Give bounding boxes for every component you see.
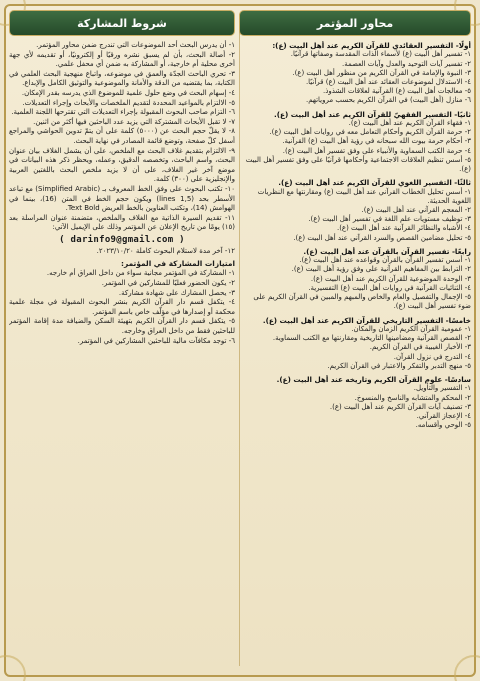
axis-item: ٥- معالجات أهل البيت (ع) القرآنية لعلاقات الشذوذ.: [323, 87, 471, 96]
axis-title: سادسًا- علوم القرآن الكريم وتاريخه عند أهل البيت (ع).: [276, 374, 471, 384]
axis-title: ثانيًا- التفسير الفقهيّ للقرآن الكريم عند أهل البيت (ع).: [274, 109, 471, 119]
axis-item: ١- عمومية القرآن الكريم الزمان والمكان.: [351, 324, 471, 333]
privilege-item: ١- المشاركة في المؤتمر مجانية سواء من داخل العراق أم خارجه.: [46, 269, 235, 278]
privileges-title: امتيازات المشاركة في المؤتمر:: [121, 259, 235, 269]
condition-item: ٣- تحري الباحث الجدّة والعمق في موضوعه، واتباع منهجية البحث العلمي في الكتابة، بما يقتضيه من الدقة والأمانة والموضوعية والتوثيق الكامل والإبداع.: [9, 69, 235, 88]
conditions-header: شروط المشاركة: [9, 10, 235, 36]
axis-item: ٣- النبوة والإمامة في القرآن الكريم من منظور أهل البيت (ع).: [292, 68, 471, 77]
axis-section: [239, 178, 471, 243]
axis-item: ٥- منهج التدبر والتفكر والاعتبار في القرآن الكريم.: [327, 361, 471, 370]
axis-title: خامسًا- التفسير التاريخي للقرآن الكريم عند أهل البيت (ع).: [262, 315, 471, 325]
axis-title: ثالثًا- التفسير اللغوي للقرآن الكريم عند أهل البيت (ع).: [278, 178, 471, 188]
privilege-item: ٣- يحصل المشارك على شهادة مشاركة.: [118, 288, 235, 297]
axis-item: ٤- الثنائيات القرآنية في روايات أهل البيت (ع) التفسيرية.: [308, 283, 471, 292]
privilege-item: ٢- يكون الحضور فعليًا للمشاركين في المؤتمر.: [101, 279, 235, 288]
axis-item: ٤- التدرج في نزول القرآن.: [393, 352, 471, 361]
axis-item: ٢- حرمة القرآن الكريم وأحكام التعامل معه في روايات أهل البيت (ع).: [269, 128, 471, 137]
axis-item: ٢- القصص القرآنية ومضامينها التاريخية ومقارنتها مع الكتب السماوية.: [272, 334, 471, 343]
submission-deadline: ١٢- آخر مدة لاستلام البحوث كاملة ٢٠٢٣/١٠/٢٠.: [96, 246, 235, 255]
axis-item: ٣- تصنيف آيات القرآن الكريم عند أهل البيت (ع).: [329, 402, 471, 411]
axis-item: ٣- توظيف مستويات علم اللغة في تفسير أهل البيت (ع).: [308, 215, 471, 224]
privilege-item: ٤- يتكفل قسم دار القرآن الكريم بنشر البحوث المقبولة في مجلة علمية محكمة أو إصدارها في مؤلّف خاص باسم المؤتمر.: [9, 298, 235, 316]
contact-email[interactable]: ( darinfo9@gmail.com ): [59, 234, 185, 245]
axis-item: ٣- الوحدة الموضوعية للقرآن الكريم عند أهل البيت (ع).: [310, 274, 471, 283]
axis-item: ٣- أحكام حرمة بيوت الله سبحانه في رؤية أهل البيت (ع) القرآنية.: [282, 137, 471, 146]
axis-item: ٤- حرمة الكتب السماوية والأنبياء على وفق تفسير أهل البيت (ع).: [282, 146, 471, 155]
axes-column: [239, 10, 471, 672]
condition-item: ٤- إسهام البحث في وضع حلول علمية للموضوع الذي يدرسه بقدر الإمكان.: [21, 88, 235, 97]
axis-item: ٥- الوحي وأقسامه.: [415, 421, 471, 430]
axis-item: ٤- الأشباه والنظائر القرآنية عند أهل البيت (ع).: [336, 224, 471, 233]
condition-item: ٧- لا تقبل الأبحاث المشتركة التي يزيد عدد الباحثين فيها أكثر من اثنين.: [33, 117, 235, 126]
axis-section: [239, 41, 471, 106]
axis-item: ١- فقهاء القرآن الكريم عند أهل البيت (ع).: [348, 119, 471, 128]
axis-item: ٥- تحليل مضامين القصص والسرد القرآني عند أهل البيت (ع).: [293, 233, 471, 242]
axis-item: ٥- أسس تنظيم العلاقات الاجتماعية وأحكامها قرآنيًا على وفق تفسير أهل البيت (ع).: [245, 155, 471, 174]
axis-item: ٤- الإعجاز القرآني.: [416, 411, 471, 420]
axis-item: ٢- تفسير آيات التوحيد والعدل وآيات العصمة.: [341, 59, 471, 68]
condition-item: ١١- تقديم السيرة الذاتية مع الغلاف والملخص، متضمنة عنوان المراسلة بعد (١٥) يومًا من تاريخ الإعلان عن المؤتمر وذلك على الإيميل الآتي:: [9, 213, 235, 232]
axis-item: ١- أسس تحليل الخطاب القرآني عند أهل البيت (ع) ومقارنتها مع النظريات اللغوية الحديثة.: [257, 187, 471, 205]
condition-item: ٥- الالتزام بالمواعيد المحددة لتقديم الملخصات والأبحاث وإجراء التعديلات.: [22, 98, 235, 107]
axis-item: ١- أسس تفسير القرآن بالقرآن وقواعده عند أهل البيت (ع).: [299, 256, 471, 265]
axis-item: ١- تفسير أهل البيت (ع) لأسماء الذات المقدسة وصفاتها قرآنيًا.: [290, 50, 471, 59]
axis-item: ٣- الأخبار الغيبية في القرآن الكريم.: [369, 343, 471, 352]
condition-item: ١٠- تكتب البحوث على وفق الخط المعروف بـ (Simplified Arabic) مع تباعد الأسطر بحد (1,5 lines) ويكون حجم الخط في المتن (16)، بينما في الهوامش (14)، وتكتب العناوين بالخط العريض Text Bold.: [9, 184, 235, 213]
axis-item: ٥- الإجمال والتفصيل والعام والخاص والمبهم والمبين في القرآن الكريم على ضوء تفسير أهل البيت (ع).: [253, 293, 471, 311]
axis-section: [239, 375, 471, 430]
axis-section: [239, 316, 471, 371]
condition-item: ٦- التزام صاحب البحوث المقبولة بإجراء التعديلات التي تقترحها اللجنة العلمية.: [11, 108, 235, 117]
axes-header: محاور المؤتمر: [239, 10, 471, 36]
condition-item: ٢- أصالة البحث، بأن لم يسبق نشره ورقيًا أو إلكترونيًا، أو تقديمه لأي جهة أخرى محلية أم خارجية، أو المشاركة به ضمن أي محفل علمي.: [9, 50, 235, 69]
privilege-item: ٥- يتكفل قسم دار القرآن الكريم بتهيئة السكن والضيافة مدة إقامة المؤتمر للباحثين فقط من داخل العراق وخارجه.: [9, 317, 235, 336]
condition-item: ١- أن يدرس البحث أحد الموضوعات التي تندرج ضمن محاور المؤتمر.: [36, 41, 235, 49]
conditions-column: [9, 10, 235, 672]
axis-item: ٢- المحكم والمتشابه والناسخ والمنسوخ.: [354, 393, 471, 402]
axis-title: أولًا- التفسير العقائدي للقرآن الكريم عند أهل البيت (ع):: [272, 41, 471, 50]
condition-item: ٨- لا يقلّ حجم البحث عن (٥٠٠٠) كلمة على أن يتمّ تدوين الحواشي والمراجع أسفل كلّ صفحة، وتوضع قائمة المصادر في نهاية البحث.: [9, 127, 235, 145]
axis-item: ٢- المعجم القرآني عند أهل البيت (ع).: [361, 206, 471, 215]
condition-item: ٩- الالتزام بتقديم غلاف البحث مع الملخص، على أن يشمل الغلاف بيان عنوان البحث، واسم الباحث، وتخصصه الدقيق، وعمله، ويحظر ذكر هذه البيانات في موضع آخر غير الغلاف، على أن لا يزيد ملخص البحث باللغتين العربية والإنجليزية على (٣٠٠) كلمة.: [9, 146, 235, 184]
axis-item: ٤- الاستدلال لموضوعات العقائد عند أهل البيت (ع) قرآنيًا.: [305, 78, 471, 87]
axis-title: رابعًا- تفسير القرآن بالقرآن عند أهل البيت (ع).: [303, 246, 471, 256]
axis-item: ١- التفسير والتأويل.: [413, 384, 471, 393]
axis-item: ٢- الترابط بين المفاهيم القرآنية على وفق رؤية أهل البيت (ع).: [291, 265, 471, 274]
axis-item: ٦- منازل (أهل البيت) في القرآن الكريم بحسب مروياتهم.: [305, 96, 471, 105]
axis-section: [239, 110, 471, 175]
axis-section: [239, 247, 471, 312]
privilege-item: ٦- توجد مكافآت مالية للباحثين المشاركين في المؤتمر.: [77, 336, 235, 345]
